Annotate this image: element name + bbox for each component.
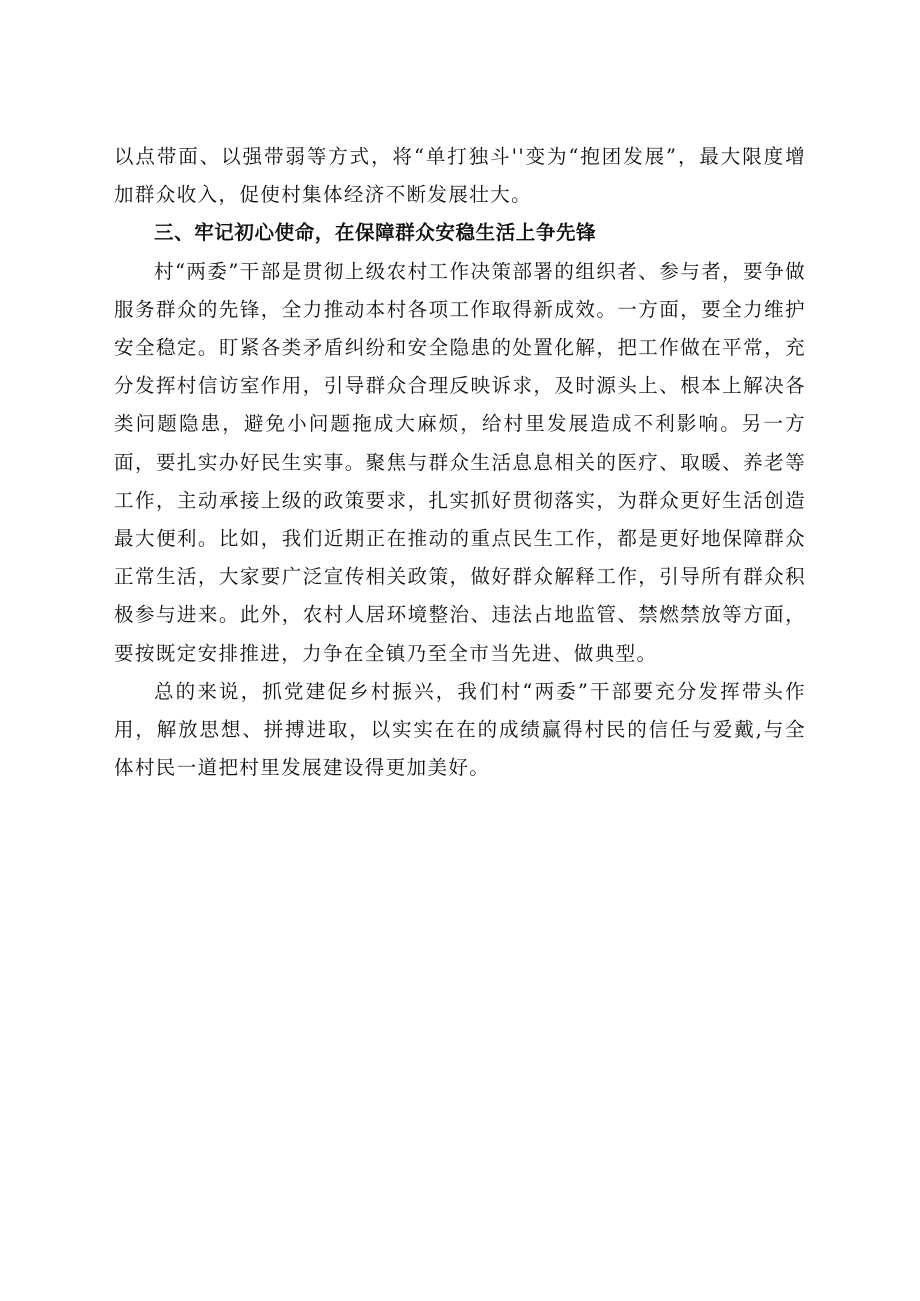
document-body (114, 138, 806, 787)
continuation-paragraph: 以点带面、以强带弱等方式，将“单打独斗''变为“抱团发展”，最大限度增加群众收入，促使村集体经济不断发展壮大。 (114, 145, 806, 207)
body-paragraph-duties: 村“两委”干部是贯彻上级农村工作决策部署的组织者、参与者，要争做服务群众的先锋，全力推动本村各项工作取得新成效。一方面，要全力维护安全稳定。盯紧各类矛盾纠纷和安全隐患的处置化解，把工作做在平常，充分发挥村信访室作用，引导群众合理反映诉求，及时源头上、根本上解决各类问题隐患，避免小问题拖成大麻烦，给村里发展造成不利影响。另一方面，要扎实办好民生实事。聚焦与群众生活息息相关的医疗、取暖、养老等工作，主动承接上级的政策要求，扎实抓好贯彻落实，为群众更好生活创造最大便利。比如，我们近期正在推动的重点民生工作，都是更好地保障群众正常生活，大家要广泛宣传相关政策，做好群众解释工作，引导所有群众积极参与进来。此外，农村人居环境整治、违法占地监管、禁燃禁放等方面，要按既定安排推进，力争在全镇乃至全市当先进、做典型。 (114, 259, 806, 665)
section-heading: 三、牢记初心使命，在保障群众安稳生活上争先锋 (154, 221, 597, 245)
body-paragraph-conclusion: 总的来说，抓党建促乡村振兴，我们村“两委”干部要充分发挥带头作用，解放思想、拼搏进取，以实实在在的成绩赢得村民的信任与爱戴,与全体村民一道把村里发展建设得更加美好。 (114, 679, 806, 780)
